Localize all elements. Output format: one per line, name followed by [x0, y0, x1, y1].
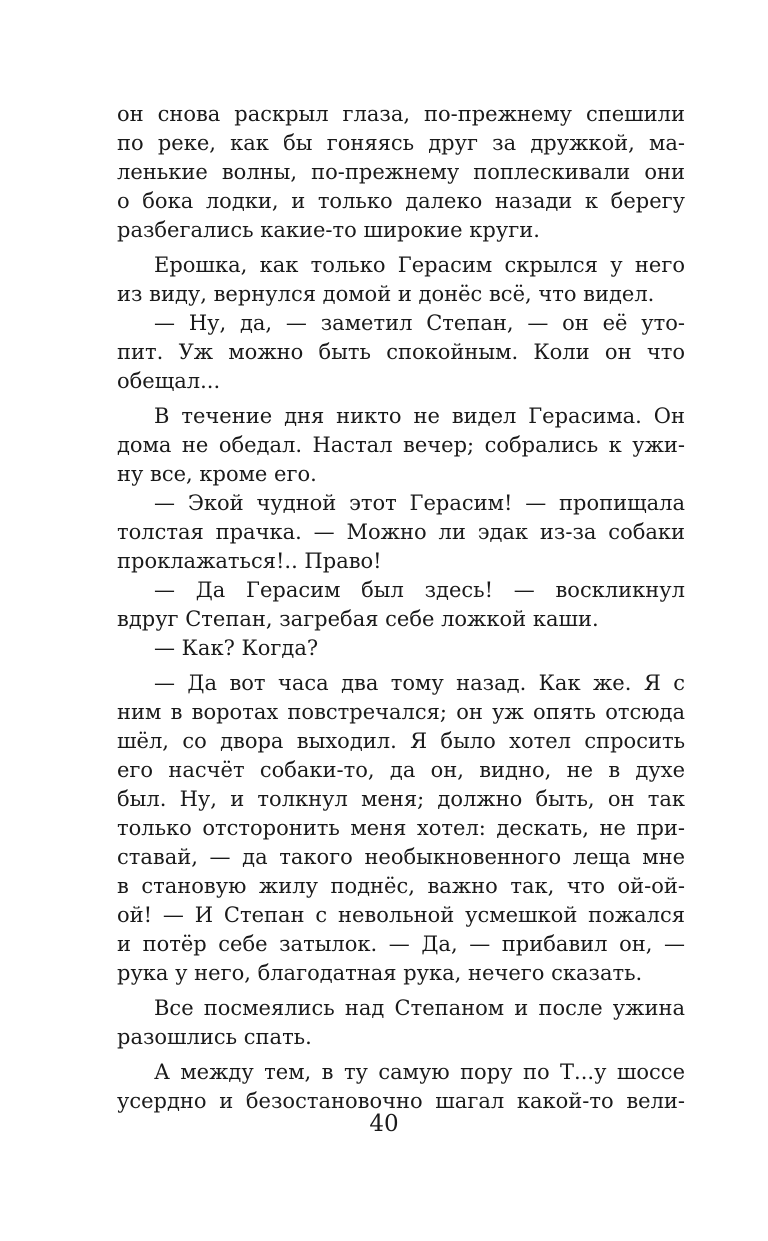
text-line: А между тем, в ту самую пору по Т...у шоссе	[154, 1060, 685, 1084]
paragraph	[117, 1058, 685, 1116]
text-line: рука у него, благодатная рука, нечего сказать.	[117, 961, 643, 985]
text-line: В течение дня никто не видел Герасима. Он	[154, 404, 685, 428]
text-line: — Ну, да, — заметил Степан, — он её уто-	[154, 311, 685, 335]
text-line: ленькие волны, по-прежнему поплескивали они	[117, 160, 685, 184]
paragraph	[117, 309, 685, 396]
text-line: о бока лодки, и только далеко назади к берегу	[117, 189, 685, 213]
text-line: он снова раскрыл глаза, по-прежнему спешили	[117, 102, 685, 126]
paragraph	[117, 669, 685, 988]
text-line: его насчёт собаки-то, да он, видно, не в духе	[117, 758, 685, 782]
text-line: — Да Герасим был здесь! — воскликнул	[154, 578, 685, 602]
text-line: ним в воротах повстречался; он уж опять отсюда	[117, 700, 685, 724]
text-line: пит. Уж можно быть спокойным. Коли он что	[117, 340, 685, 364]
text-line: проклажаться!.. Право!	[117, 549, 382, 573]
text-line: в становую жилу поднёс, важно так, что ой-ой-	[117, 874, 685, 898]
page-body	[117, 100, 685, 1116]
text-line: и потёр себе затылок. — Да, — прибавил он, —	[117, 932, 685, 956]
text-line: обещал...	[117, 369, 221, 393]
text-line: ставай, — да такого необыкновенного леща мне	[117, 845, 685, 869]
text-line: разбегались какие-то широкие круги.	[117, 218, 540, 242]
text-line: шёл, со двора выходил. Я было хотел спросить	[117, 729, 685, 753]
text-line: Ерошка, как только Герасим скрылся у него	[154, 253, 685, 277]
text-line: — Как? Когда?	[154, 636, 319, 660]
text-line: из виду, вернулся домой и донёс всё, что видел.	[117, 282, 655, 306]
paragraph	[117, 100, 685, 245]
text-line: только отсторонить меня хотел: дескать, не при-	[117, 816, 685, 840]
text-line: усердно и безостановочно шагал какой-то вели-	[117, 1089, 685, 1113]
text-line: толстая прачка. — Можно ли эдак из-за собаки	[117, 520, 685, 544]
text-line: ну все, кроме его.	[117, 462, 317, 486]
paragraph	[117, 402, 685, 489]
paragraph	[117, 489, 685, 576]
text-line: — Да вот часа два тому назад. Как же. Я с	[154, 671, 685, 695]
paragraph	[117, 634, 685, 663]
text-line: ой! — И Степан с невольной усмешкой пожался	[117, 903, 685, 927]
text-line: Все посмеялись над Степаном и после ужина	[154, 996, 685, 1020]
page-number: 40	[369, 1111, 399, 1137]
paragraph	[117, 576, 685, 634]
paragraph	[117, 251, 685, 309]
text-line: вдруг Степан, загребая себе ложкой каши.	[117, 607, 599, 631]
text-line: — Экой чудной этот Герасим! — пропищала	[154, 491, 685, 515]
text-line: был. Ну, и толкнул меня; должно быть, он так	[117, 787, 685, 811]
text-line: разошлись спать.	[117, 1025, 312, 1049]
text-line: дома не обедал. Настал вечер; собрались к ужи-	[117, 433, 685, 457]
text-line: по реке, как бы гоняясь друг за дружкой, ма-	[117, 131, 685, 155]
paragraph	[117, 994, 685, 1052]
